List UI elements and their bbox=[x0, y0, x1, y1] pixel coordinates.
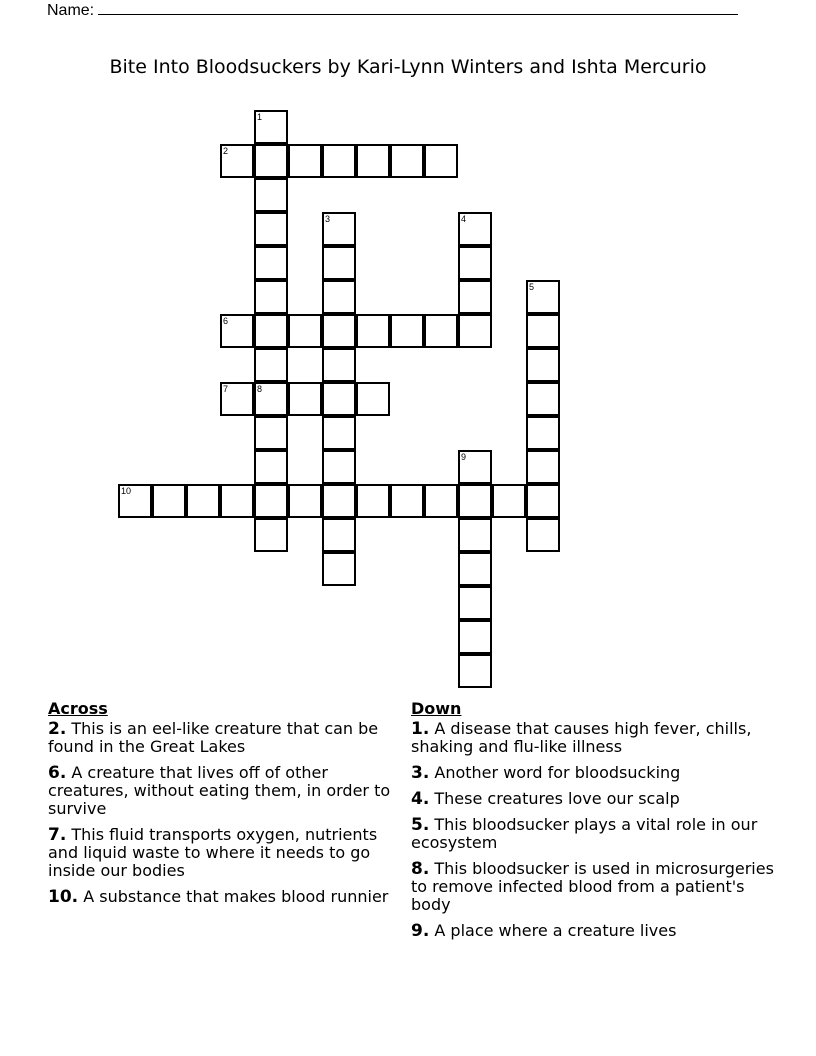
grid-cell[interactable] bbox=[356, 314, 390, 348]
grid-cell[interactable] bbox=[220, 382, 254, 416]
grid-cell[interactable] bbox=[322, 246, 356, 280]
grid-cell[interactable] bbox=[526, 348, 560, 382]
grid-cell[interactable] bbox=[322, 280, 356, 314]
grid-cell[interactable] bbox=[254, 450, 288, 484]
grid-cell[interactable] bbox=[322, 212, 356, 246]
cell-number: 10 bbox=[121, 486, 132, 496]
clue-number: 6. bbox=[48, 763, 67, 783]
cell-number: 4 bbox=[461, 214, 467, 224]
grid-cell[interactable] bbox=[288, 314, 322, 348]
clue-down-4 bbox=[411, 790, 781, 808]
clue-text: A disease that causes high fever, chills, shaking and flu-like illness bbox=[411, 719, 752, 756]
clue-number: 7. bbox=[48, 825, 67, 845]
clue-text: A creature that lives off of other creatures, without eating them, in order to survive bbox=[48, 763, 391, 818]
grid-cell[interactable] bbox=[526, 416, 560, 450]
grid-cell[interactable] bbox=[254, 246, 288, 280]
grid-cell[interactable] bbox=[356, 484, 390, 518]
grid-cell[interactable] bbox=[254, 382, 288, 416]
cell-number: 7 bbox=[223, 384, 229, 394]
grid-cell[interactable] bbox=[458, 586, 492, 620]
grid-cell[interactable] bbox=[288, 144, 322, 178]
grid-cell[interactable] bbox=[322, 450, 356, 484]
clue-down-3 bbox=[411, 764, 781, 782]
grid-cell[interactable] bbox=[220, 144, 254, 178]
clue-down-1 bbox=[411, 720, 781, 756]
clue-across-10 bbox=[48, 888, 403, 906]
grid-cell[interactable] bbox=[458, 314, 492, 348]
grid-cell[interactable] bbox=[458, 518, 492, 552]
grid-cell[interactable] bbox=[322, 348, 356, 382]
grid-cell[interactable] bbox=[458, 450, 492, 484]
grid-cell[interactable] bbox=[458, 246, 492, 280]
grid-cell[interactable] bbox=[288, 484, 322, 518]
clue-text: A substance that makes blood runnier bbox=[83, 887, 389, 906]
grid-cell[interactable] bbox=[254, 110, 288, 144]
clue-text: A place where a creature lives bbox=[434, 921, 677, 940]
grid-cell[interactable] bbox=[424, 144, 458, 178]
down-clues bbox=[411, 700, 781, 948]
across-clues bbox=[48, 700, 403, 914]
grid-cell[interactable] bbox=[254, 314, 288, 348]
grid-cell[interactable] bbox=[390, 314, 424, 348]
grid-cell[interactable] bbox=[424, 314, 458, 348]
clue-number: 5. bbox=[411, 815, 430, 835]
grid-cell[interactable] bbox=[254, 178, 288, 212]
grid-cell[interactable] bbox=[322, 552, 356, 586]
grid-cell[interactable] bbox=[458, 484, 492, 518]
clue-across-7 bbox=[48, 826, 403, 880]
grid-cell[interactable] bbox=[118, 484, 152, 518]
cell-number: 8 bbox=[257, 384, 263, 394]
grid-cell[interactable] bbox=[254, 280, 288, 314]
grid-cell[interactable] bbox=[254, 518, 288, 552]
grid-cell[interactable] bbox=[254, 416, 288, 450]
cell-number: 5 bbox=[529, 282, 535, 292]
grid-cell[interactable] bbox=[492, 484, 526, 518]
puzzle-title: Bite Into Bloodsuckers by Kari-Lynn Winters and Ishta Mercurio bbox=[109, 56, 707, 78]
grid-cell[interactable] bbox=[254, 348, 288, 382]
grid-cell[interactable] bbox=[526, 314, 560, 348]
grid-cell[interactable] bbox=[220, 484, 254, 518]
grid-cell[interactable] bbox=[322, 416, 356, 450]
clue-number: 9. bbox=[411, 921, 430, 941]
clue-number: 4. bbox=[411, 789, 430, 809]
grid-cell[interactable] bbox=[390, 484, 424, 518]
grid-cell[interactable] bbox=[458, 280, 492, 314]
grid-cell[interactable] bbox=[322, 382, 356, 416]
grid-cell[interactable] bbox=[322, 314, 356, 348]
grid-cell[interactable] bbox=[254, 484, 288, 518]
grid-cell[interactable] bbox=[356, 382, 390, 416]
cell-number: 1 bbox=[257, 112, 263, 122]
clue-across-2 bbox=[48, 720, 403, 756]
clue-text: This bloodsucker is used in microsurgeries to remove infected blood from a patient's body bbox=[411, 859, 774, 914]
cell-number: 3 bbox=[325, 214, 331, 224]
grid-cell[interactable] bbox=[288, 382, 322, 416]
grid-cell[interactable] bbox=[220, 314, 254, 348]
clue-number: 2. bbox=[48, 719, 67, 739]
grid-cell[interactable] bbox=[526, 382, 560, 416]
clue-down-8 bbox=[411, 860, 781, 914]
clue-down-9 bbox=[411, 922, 781, 940]
grid-cell[interactable] bbox=[526, 484, 560, 518]
clue-number: 8. bbox=[411, 859, 430, 879]
clue-text: This fluid transports oxygen, nutrients and liquid waste to where it needs to go inside our bodies bbox=[48, 825, 378, 880]
clue-number: 3. bbox=[411, 763, 430, 783]
cell-number: 6 bbox=[223, 316, 229, 326]
clue-number: 10. bbox=[48, 887, 79, 907]
clue-text: This is an eel-like creature that can be found in the Great Lakes bbox=[48, 719, 379, 756]
grid-cell[interactable] bbox=[526, 450, 560, 484]
clue-text: Another word for bloodsucking bbox=[434, 763, 681, 782]
down-heading: Down bbox=[411, 699, 462, 718]
grid-cell[interactable] bbox=[424, 484, 458, 518]
grid-cell[interactable] bbox=[458, 552, 492, 586]
grid-cell[interactable] bbox=[390, 144, 424, 178]
clue-text: This bloodsucker plays a vital role in our ecosystem bbox=[411, 815, 758, 852]
clue-number: 1. bbox=[411, 719, 430, 739]
grid-cell[interactable] bbox=[356, 144, 390, 178]
clue-across-6 bbox=[48, 764, 403, 818]
grid-cell[interactable] bbox=[458, 212, 492, 246]
grid-cell[interactable] bbox=[152, 484, 186, 518]
name-label: Name: bbox=[47, 2, 95, 19]
cell-number: 2 bbox=[223, 146, 229, 156]
grid-cell[interactable] bbox=[458, 654, 492, 688]
grid-cell[interactable] bbox=[322, 144, 356, 178]
grid-cell[interactable] bbox=[322, 518, 356, 552]
grid-cell[interactable] bbox=[254, 144, 288, 178]
cell-number: 9 bbox=[461, 452, 467, 462]
across-heading: Across bbox=[48, 699, 108, 718]
grid-cell[interactable] bbox=[322, 484, 356, 518]
grid-cell[interactable] bbox=[186, 484, 220, 518]
grid-cell[interactable] bbox=[526, 280, 560, 314]
grid-cell[interactable] bbox=[458, 620, 492, 654]
grid-cell[interactable] bbox=[526, 518, 560, 552]
grid-cell[interactable] bbox=[254, 212, 288, 246]
clue-text: These creatures love our scalp bbox=[434, 789, 680, 808]
clue-down-5 bbox=[411, 816, 781, 852]
